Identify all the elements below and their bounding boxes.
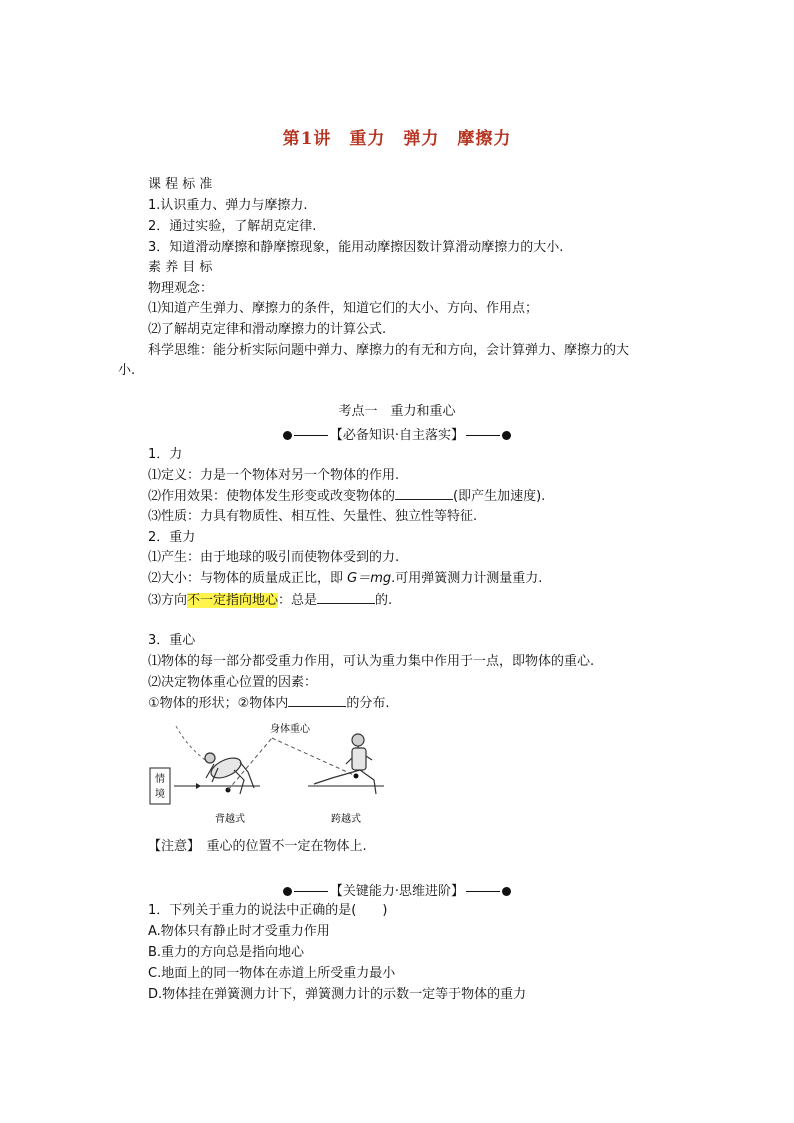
- concept-item: ⑵了解胡克定律和滑动摩擦力的计算公式.: [148, 322, 387, 337]
- section-divider: [0, 880, 794, 899]
- gravity-origin: ⑴产生：由于地球的吸引而使物体受到的力.: [148, 550, 400, 565]
- center-of-mass-dot: [354, 774, 359, 779]
- fill-blank: [288, 694, 346, 707]
- dash-line: [294, 435, 328, 436]
- center-label: 身体重心: [270, 724, 310, 735]
- dash-line: [466, 891, 500, 892]
- curriculum-item: 1.认识重力、弹力与摩擦力.: [148, 198, 308, 213]
- note-line: [148, 838, 367, 856]
- bullet-dot-icon: [283, 887, 292, 896]
- note-label: 【注意】: [148, 839, 194, 854]
- center-heading: 3．重心: [148, 633, 196, 648]
- concept-label: 物理观念：: [148, 281, 214, 296]
- context-tag-char: 情: [155, 774, 165, 785]
- thinking-line-cont: 小.: [118, 363, 136, 378]
- curriculum-item: 2．通过实验，了解胡克定律.: [148, 219, 317, 234]
- dash-line: [294, 891, 328, 892]
- high-jump-illustration: [148, 718, 398, 830]
- right-caption: 跨越式: [331, 814, 361, 825]
- gravity-direction: ⑶方向不一定指向地心：总是 的.: [148, 593, 393, 608]
- gravity-size: ⑵大小：与物体的质量成正比，即 G＝mg.可用弹簧测力计测量重力.: [148, 571, 543, 586]
- section-divider: [0, 424, 794, 443]
- page-title: 第1讲 重力 弹力 摩擦力: [282, 129, 512, 149]
- bullet-dot-icon: [502, 431, 511, 440]
- divider-label: 【关键能力·思维进阶】: [329, 884, 465, 899]
- question-stem: 1．下列关于重力的说法中正确的是( ): [148, 903, 388, 918]
- fill-blank: [395, 487, 453, 500]
- gravity-heading: 2．重力: [148, 530, 196, 545]
- dash-line: [466, 435, 500, 436]
- bullet-dot-icon: [502, 887, 511, 896]
- concept-item: ⑴知道产生弹力、摩擦力的条件，知道它们的大小、方向、作用点；: [148, 301, 539, 316]
- center-definition: ⑴物体的每一部分都受重力作用，可认为重力集中作用于一点，即物体的重心.: [148, 654, 595, 669]
- bullet-dot-icon: [283, 431, 292, 440]
- high-jump-figure: [148, 718, 398, 830]
- divider-label: 【必备知识·自主落实】: [329, 428, 465, 443]
- fill-blank: [317, 591, 375, 604]
- option-d: D.物体挂在弹簧测力计下，弹簧测力计的示数一定等于物体的重力: [148, 987, 527, 1002]
- curriculum-heading: 课 程 标 准: [148, 177, 213, 192]
- pointer-line: [272, 738, 356, 776]
- gravity-formula: G＝mg: [347, 571, 392, 586]
- option-a: A.物体只有静止时才受重力作用: [148, 924, 330, 939]
- option-c: C.地面上的同一物体在赤道上所受重力最小: [148, 966, 396, 981]
- left-caption: 背越式: [215, 814, 245, 825]
- force-heading: 1．力: [148, 447, 183, 462]
- option-b: B.重力的方向总是指向地心: [148, 945, 305, 960]
- scissors-jumper-figure: [314, 734, 376, 794]
- trajectory-arc: [176, 726, 208, 762]
- context-tag-char: 境: [155, 789, 165, 800]
- center-factor-items: ①物体的形状；②物体内 的分布.: [148, 696, 390, 711]
- section-heading: 考点一 重力和重心: [338, 404, 456, 419]
- force-nature: ⑶性质：力具有物质性、相互性、矢量性、独立性等特征.: [148, 509, 478, 524]
- note-text: 重心的位置不一定在物体上.: [206, 839, 367, 854]
- center-factors: ⑵决定物体重心位置的因素：: [148, 675, 318, 690]
- literacy-heading: 素 养 目 标: [148, 260, 213, 275]
- force-effect: ⑵作用效果：使物体发生形变或改变物体的 (即产生加速度).: [148, 489, 546, 504]
- force-definition: ⑴定义：力是一个物体对另一个物体的作用.: [148, 468, 400, 483]
- thinking-line: 科学思维：能分析实际问题中弹力、摩擦力的有无和方向，会计算弹力、摩擦力的大: [148, 343, 630, 358]
- curriculum-item: 3．知道滑动摩擦和静摩擦现象，能用动摩擦因数计算滑动摩擦力的大小.: [148, 240, 564, 255]
- highlighted-text: 不一定指向地心: [187, 593, 279, 608]
